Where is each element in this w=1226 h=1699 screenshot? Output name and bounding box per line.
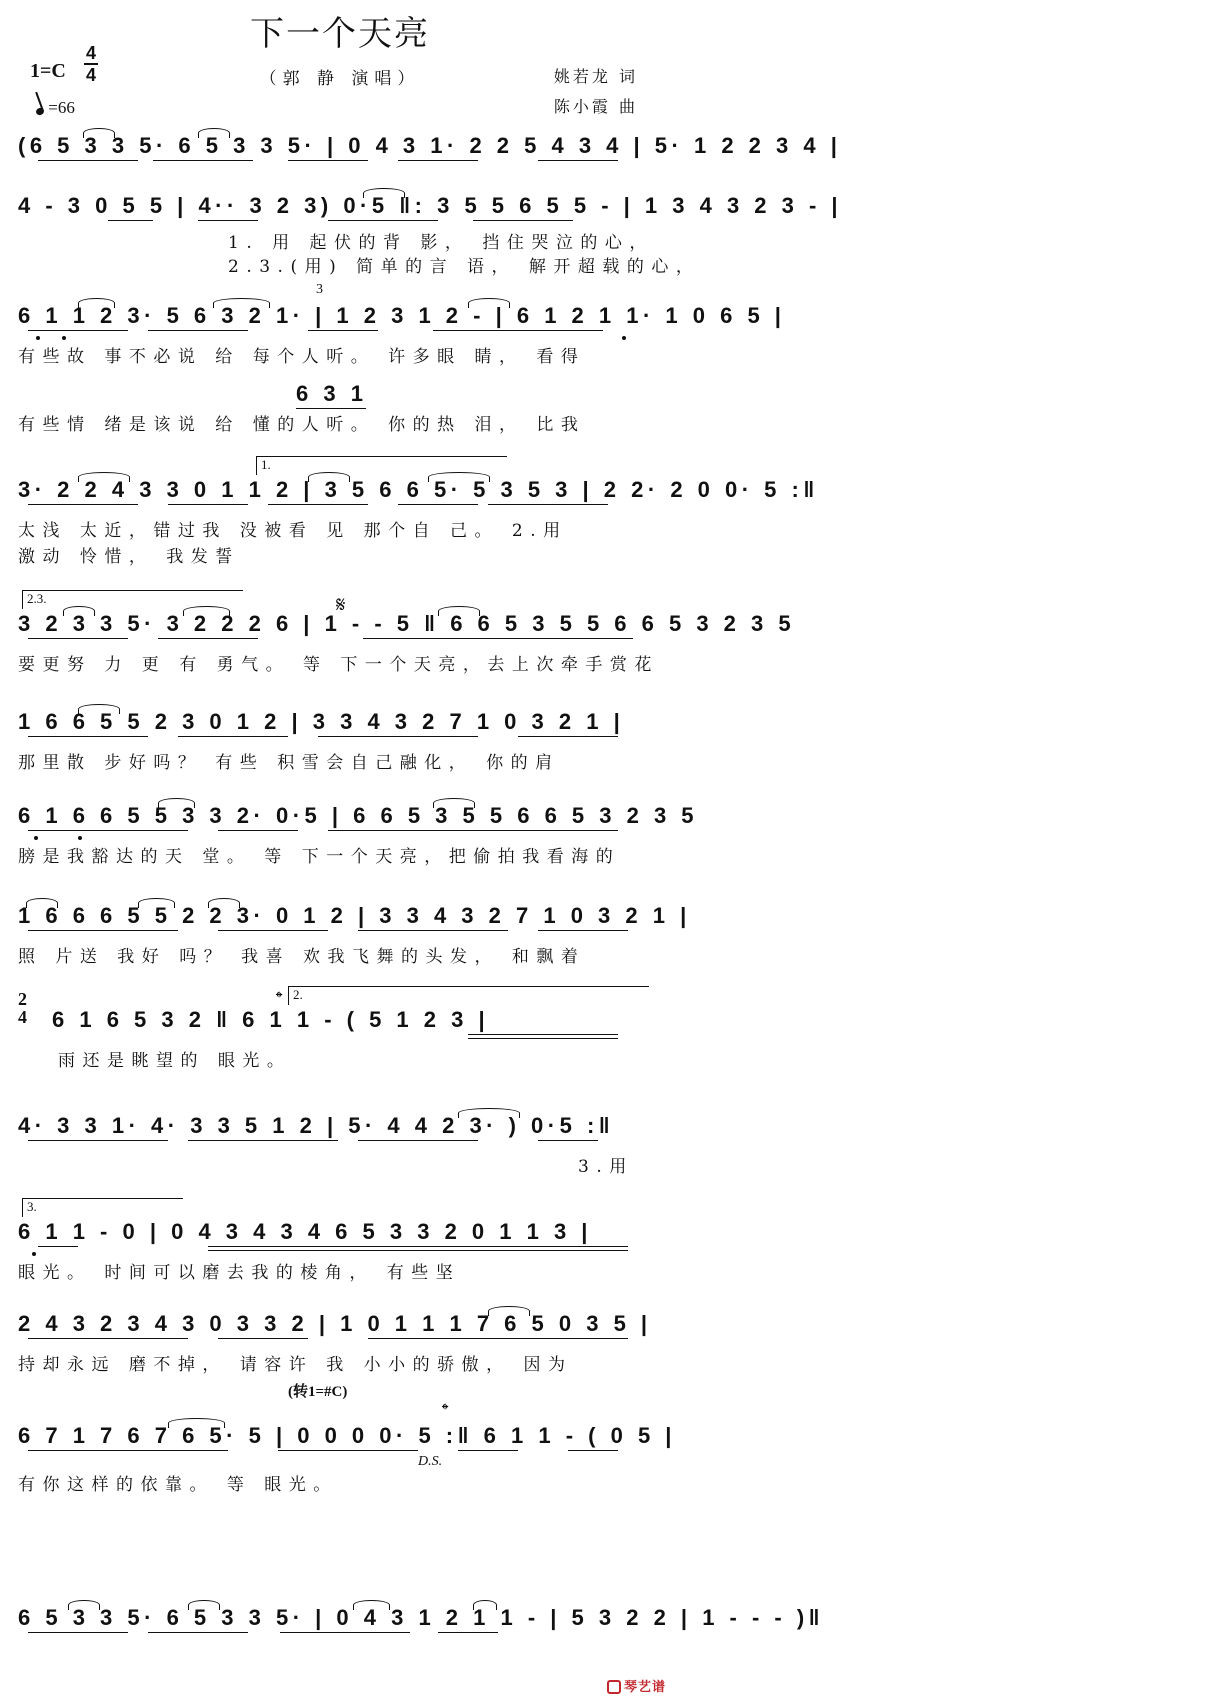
lyric-line-verse1: 太浅 太近，错过我 没被看 见 那个自 己。 2.用 <box>18 521 568 541</box>
lyric-line: 持却永远 磨不掉， 请容许 我 小小的骄傲， 因为 <box>18 1355 573 1375</box>
notation-line: 6 1 6 6 5 5 3 3 2· 0·5 | 6 6 5 3 5 5 6 6 5 3 2 3 5 <box>18 803 699 828</box>
lyric-line: 要更努 力 更 有 勇气。 等 下一个天亮，去上次牵手赏花 <box>18 655 659 675</box>
notation-line: (6 5 3 3 5· 6 5 3 3 5· | 0 4 3 1· 2 2 5 4 3 4 | 5· 1 2 2 3 4 | <box>18 133 842 158</box>
coda-icon: 𝄌 <box>442 1400 449 1420</box>
notation-line: 3 2 3 3 5· 3 2 2 2 6 | 1 - - 5 ‖ 6 6 5 3 5 5 6 6 5 3 2 3 5 <box>18 611 796 636</box>
lyric-line: 眼光。 时间可以磨去我的棱角， 有些坚 <box>18 1263 461 1283</box>
lyric-line-verse1: 1. 用 起伏的背 影， 挡住哭泣的心， <box>228 233 654 253</box>
notation-line: 4· 3 3 1· 4· 3 3 5 1 2 | 5· 4 4 2 3· ) 0·5 :‖ <box>18 1113 615 1138</box>
quarter-note-icon <box>35 107 45 116</box>
lyric-line-verse2: 激动 怜惜， 我发誓 <box>18 547 240 567</box>
time-signature-top: 4 <box>85 43 96 63</box>
notation-line: 6 7 1 7 6 7 6 5· 5 | 0 0 0 0· 5 :‖ 6 1 1 - ( 0 5 | <box>18 1423 676 1448</box>
lyric-line: 照 片送 我好 吗？ 我喜 欢我飞舞的头发， 和飘着 <box>18 947 586 967</box>
notation-line: 1 6 6 6 5 5 2 2 3· 0 1 2 | 3 3 4 3 2 7 1 0 3 2 1 | <box>18 903 691 928</box>
logo-icon <box>607 1680 621 1694</box>
time-signature-bottom: 4 <box>85 65 96 85</box>
time-change: 2 4 <box>18 989 27 1027</box>
singer-credit: （郭 静 演唱） <box>259 69 421 89</box>
notation-line: 6 1 6 5 3 2 ‖ 6 1 1 - ( 5 1 2 3 | <box>52 1007 490 1032</box>
tempo-value: =66 <box>48 98 75 117</box>
lyric-line: 有你这样的依靠。 等 眼光。 <box>18 1475 338 1495</box>
volta-3: 3. <box>22 1198 183 1217</box>
tempo-marking <box>36 98 75 118</box>
lyric-line: 膀是我豁达的天 堂。 等 下一个天亮，把偷拍我看海的 <box>18 847 621 867</box>
lyric-line-verse1: 有些故 事不必说 给 每个人听。 许多眼 睛， 看得 <box>18 347 586 367</box>
notation-line: 6 1 1 2 3· 5 6 3 2 1· | 1 2 3 1 2 - | 6 1 2 1 1· 1 0 6 5 | <box>18 303 786 328</box>
key-signature: 1=C <box>30 60 66 82</box>
notation-line: 3· 2 2 4 3 3 0 1 1 2 | 3 5 6 6 5· 5 3 5 3 | 2 2· 2 0 0· 5 :‖ <box>18 477 819 502</box>
volta-2-3: 2.3. <box>22 590 243 609</box>
notation-line: 2 4 3 2 3 4 3 0 3 3 2 | 1 0 1 1 1 7 6 5 0 3 5 | <box>18 1311 652 1336</box>
volta-2: 2. <box>288 986 649 1005</box>
lyric-line-verse2: 有些情 绪是该说 给 懂的人听。 你的热 泪， 比我 <box>18 415 586 435</box>
alt-notation: 6 3 1 <box>296 381 368 406</box>
ds-mark: D.S. <box>418 1454 443 1469</box>
lyric-line-verse23: 2.3.(用) 简单的言 语， 解开超载的心， <box>228 257 701 277</box>
time-signature <box>84 44 98 84</box>
lyric-line: 3.用 <box>578 1157 634 1177</box>
segno-icon: 𝄋 <box>336 592 346 617</box>
coda-icon: 𝄌 <box>276 988 283 1008</box>
notation-line: 6 1 1 - 0 | 0 4 3 4 3 4 6 5 3 3 2 0 1 1 3 | <box>18 1219 592 1244</box>
lyricist-credit: 姚若龙 词 <box>553 67 638 86</box>
modulation-mark: (转1=#C) <box>288 1384 348 1400</box>
composer-credit: 陈小霞 曲 <box>553 97 638 116</box>
song-title: 下一个天亮 <box>250 14 430 54</box>
lyric-line: 那里散 步好吗？ 有些 积雪会自己融化， 你的肩 <box>18 753 560 773</box>
notation-line: 4 - 3 0 5 5 | 4·· 3 2 3) 0·5 ‖: 3 5 5 6 5 5 - | 1 3 4 3 2 3 - | <box>18 193 843 218</box>
triplet-mark: 3 <box>316 282 323 297</box>
notation-line: 6 5 3 3 5· 6 5 3 3 5· | 0 4 3 1 2 1 1 - | 5 3 2 2 | 1 - - - )‖ <box>18 1605 825 1630</box>
volta-1: 1. <box>256 456 507 475</box>
notation-line: 1 6 6 5 5 2 3 0 1 2 | 3 3 4 3 2 7 1 0 3 2 1 | <box>18 709 625 734</box>
lyric-line: 雨还是眺望的 眼光。 <box>58 1051 292 1071</box>
watermark-logo: 琴艺谱 <box>607 1676 666 1695</box>
